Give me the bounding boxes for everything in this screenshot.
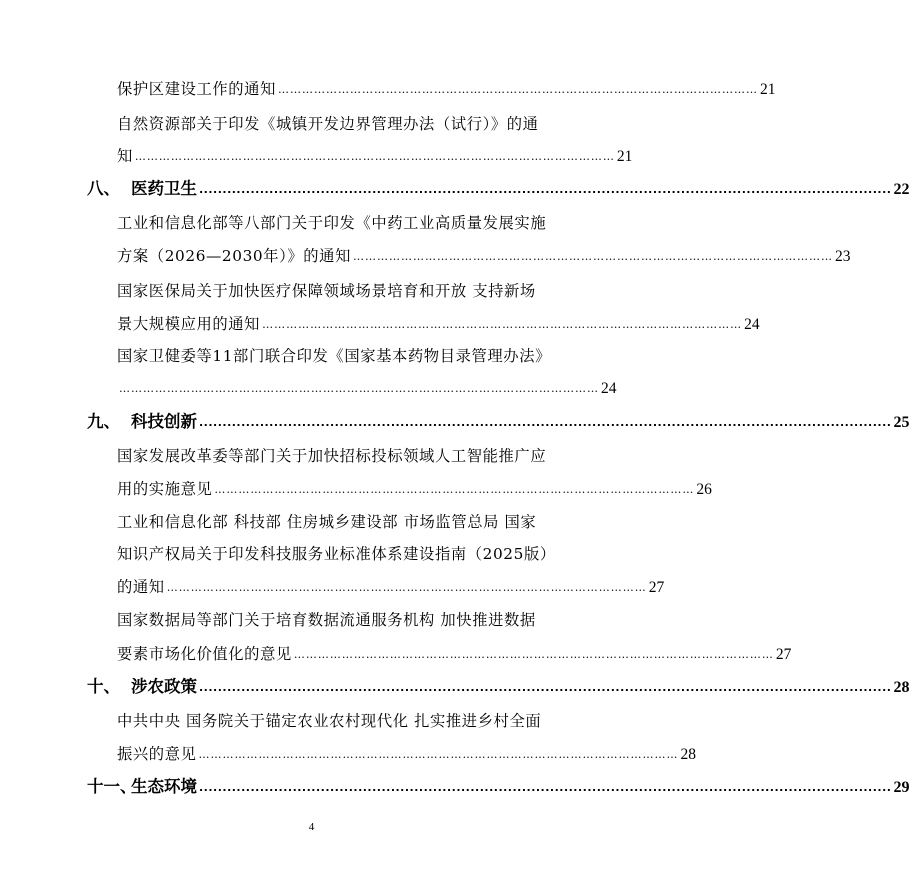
toc-page-number: 21: [759, 81, 776, 98]
toc-entry-text: 保护区建设工作的通知: [117, 80, 276, 98]
toc-section-heading[interactable]: [87, 773, 909, 801]
dot-leader: ....................................................................................................................................................: [199, 416, 892, 429]
toc-section-heading[interactable]: [87, 673, 909, 701]
dot-leader: …………………………………………………………………………………………………………: [293, 648, 774, 661]
dot-leader: …………………………………………………………………………………………………………: [198, 748, 679, 761]
toc-entry-text: 知: [117, 147, 133, 165]
toc-page-number: 21: [616, 148, 633, 165]
toc-entry-line[interactable]: 知识产权局关于印发科技服务业标准体系建设指南（2025版）: [117, 545, 556, 563]
toc-entry-text: 振兴的意见: [117, 745, 197, 763]
toc-entry-line[interactable]: 自然资源部关于印发《城镇开发边界管理办法（试行）》的通: [117, 115, 539, 133]
dot-leader: …………………………………………………………………………………………………………: [352, 250, 833, 263]
toc-entry[interactable]: [117, 476, 712, 502]
toc-page-number: 28: [893, 679, 909, 696]
toc-entry[interactable]: [117, 243, 851, 269]
toc-entry[interactable]: [117, 376, 617, 402]
dot-leader: …………………………………………………………………………………………………………: [166, 581, 647, 594]
section-number: 九、: [87, 412, 120, 431]
toc-page-number: 23: [834, 248, 851, 265]
toc-entry[interactable]: [117, 741, 696, 767]
toc-page-number: 24: [744, 316, 760, 333]
toc-page-number: 22: [893, 181, 909, 198]
section-number: 八、: [87, 179, 120, 198]
toc-entry-text: 景大规模应用的通知: [117, 315, 261, 333]
dot-leader: …………………………………………………………………………………………………………: [119, 382, 599, 395]
toc-entry-text: 用的实施意见: [117, 480, 213, 498]
dot-leader: ....................................................................................................................................................: [199, 781, 892, 794]
dot-leader: …………………………………………………………………………………………………………: [134, 150, 615, 163]
toc-entry-line[interactable]: 国家卫健委等11部门联合印发《国家基本药物目录管理办法》: [117, 347, 551, 365]
section-number: 十一、: [87, 777, 137, 796]
toc-entry[interactable]: [117, 574, 665, 600]
section-number: 十、: [87, 677, 120, 696]
toc-page-number: 27: [775, 646, 792, 663]
toc-page-number: 28: [680, 746, 696, 763]
toc-entry-line[interactable]: 工业和信息化部 科技部 住房城乡建设部 市场监管总局 国家: [117, 513, 537, 531]
toc-section-heading[interactable]: [87, 175, 909, 203]
toc-page-number: 24: [601, 380, 617, 397]
section-name: 生态环境: [131, 777, 197, 796]
dot-leader: ....................................................................................................................................................: [199, 183, 892, 196]
toc-page-number: 29: [893, 779, 909, 796]
toc-entry[interactable]: [117, 641, 792, 667]
toc-entry-line[interactable]: 国家发展改革委等部门关于加快招标投标领域人工智能推广应: [117, 447, 547, 465]
dot-leader: ....................................................................................................................................................: [199, 681, 892, 694]
toc-page-number: 27: [648, 579, 665, 596]
section-name: 科技创新: [131, 412, 197, 431]
toc-section-heading[interactable]: [87, 408, 909, 436]
toc-entry-text: 要素市场化价值化的意见: [117, 645, 292, 663]
toc-entry-line[interactable]: 国家数据局等部门关于培育数据流通服务机构 加快推进数据: [117, 611, 536, 629]
page-number: 4: [308, 821, 315, 833]
toc-entry[interactable]: [117, 143, 633, 169]
section-name: 医药卫生: [131, 179, 197, 198]
toc-entry-line[interactable]: 工业和信息化部等八部门关于印发《中药工业高质量发展实施: [117, 214, 547, 232]
toc-entry-line[interactable]: 国家医保局关于加快医疗保障领域场景培育和开放 支持新场: [117, 282, 536, 300]
dot-leader: …………………………………………………………………………………………………………: [262, 318, 743, 331]
toc-entry-text: 方案（2026—2030年）》的通知: [117, 247, 351, 265]
dot-leader: …………………………………………………………………………………………………………: [214, 483, 695, 496]
dot-leader: …………………………………………………………………………………………………………: [277, 83, 758, 96]
toc-entry[interactable]: [117, 76, 776, 102]
toc-entry-text: 的通知: [117, 578, 165, 596]
section-name: 涉农政策: [131, 677, 197, 696]
toc-page-number: 25: [893, 414, 909, 431]
toc-page-number: 26: [696, 481, 712, 498]
toc-entry-line[interactable]: 中共中央 国务院关于锚定农业农村现代化 扎实推进乡村全面: [117, 712, 542, 730]
toc-entry[interactable]: [117, 311, 760, 337]
